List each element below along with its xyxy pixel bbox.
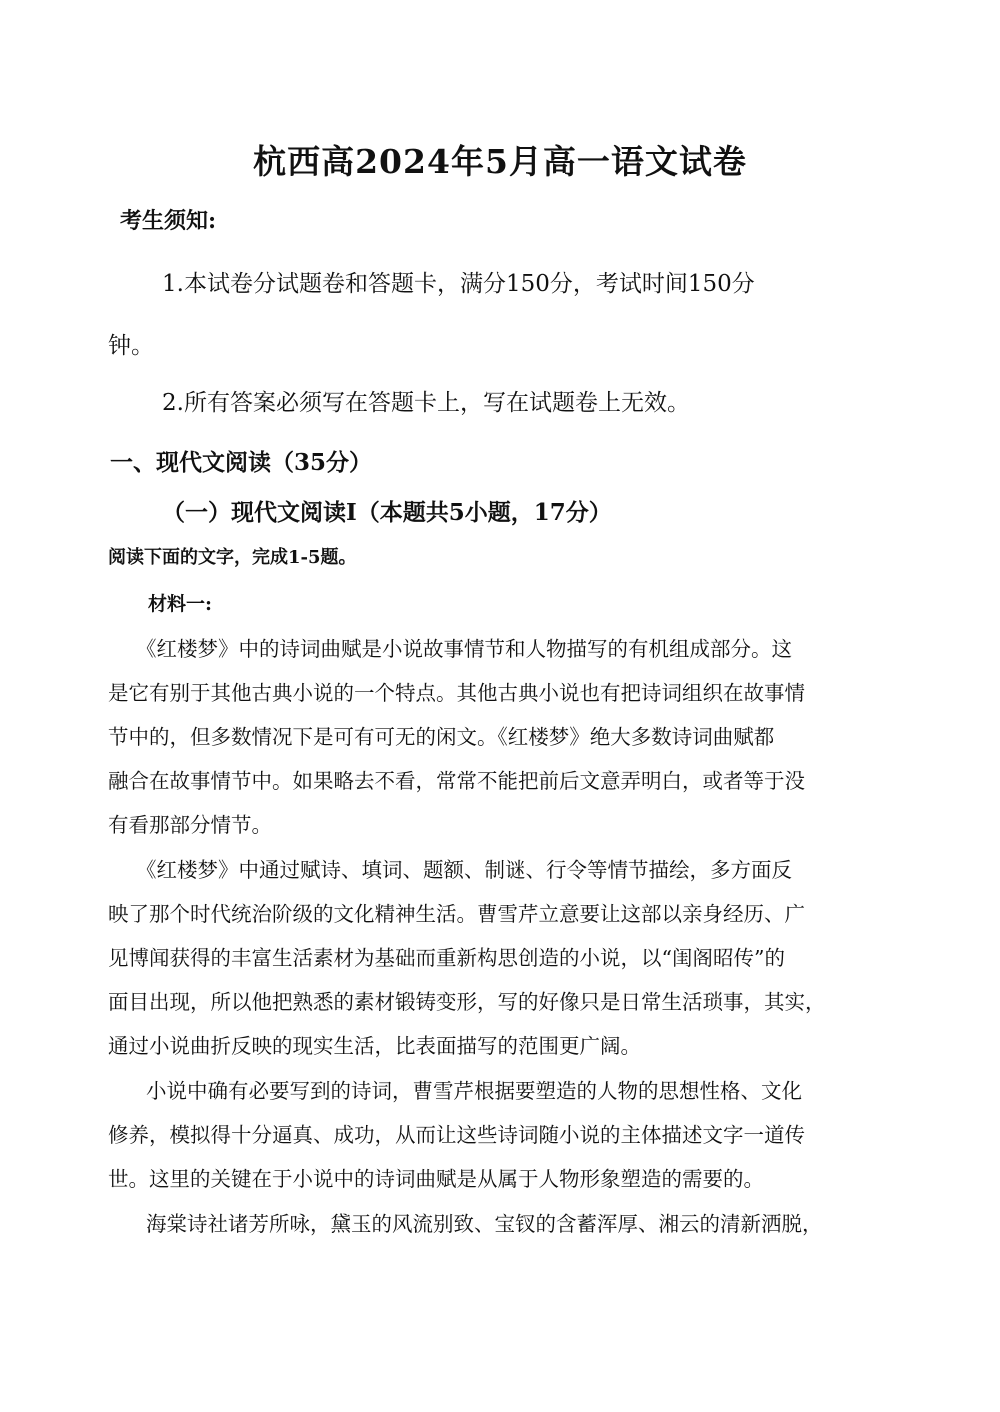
section-heading: 一、现代文阅读（35分） bbox=[110, 449, 373, 476]
passage-line: 是它有别于其他古典小说的一个特点。其他古典小说也有把诗词组织在故事情 bbox=[108, 681, 805, 705]
passage-line: 有看那部分情节。 bbox=[108, 813, 272, 837]
passage-line: 海棠诗社诸芳所咏，黛玉的风流别致、宝钗的含蓄浑厚、湘云的清新洒脱， bbox=[146, 1212, 823, 1236]
notice-heading: 考生须知: bbox=[120, 208, 217, 234]
reading-instruction: 阅读下面的文字，完成1-5题。 bbox=[108, 547, 357, 568]
passage-line: 见博闻获得的丰富生活素材为基础而重新构思创造的小说，以“闺阁昭传”的 bbox=[108, 946, 785, 970]
passage-line: 小说中确有必要写到的诗词，曹雪芹根据要塑造的人物的思想性格、文化 bbox=[146, 1079, 802, 1103]
passage-line: 面目出现，所以他把熟悉的素材锻铸变形，写的好像只是日常生活琐事，其实， bbox=[108, 990, 826, 1014]
passage-line: 修养，模拟得十分逼真、成功，从而让这些诗词随小说的主体描述文字一道传 bbox=[108, 1123, 805, 1147]
passage-line: 通过小说曲折反映的现实生活，比表面描写的范围更广阔。 bbox=[108, 1034, 641, 1058]
material-label: 材料一: bbox=[148, 593, 213, 615]
passage-line: 世。这里的关键在于小说中的诗词曲赋是从属于人物形象塑造的需要的。 bbox=[108, 1167, 764, 1191]
passage-line: 《红楼梦》中的诗词曲赋是小说故事情节和人物描写的有机组成部分。这 bbox=[136, 637, 792, 661]
passage-line: 融合在故事情节中。如果略去不看，常常不能把前后文意弄明白，或者等于没 bbox=[108, 769, 805, 793]
passage-line: 映了那个时代统治阶级的文化精神生活。曹雪芹立意要让这部以亲身经历、广 bbox=[108, 902, 805, 926]
notice-item-1-line-1: 1.本试卷分试题卷和答题卡，满分150分，考试时间150分 bbox=[162, 271, 755, 297]
passage-line: 《红楼梦》中通过赋诗、填词、题额、制谜、行令等情节描绘，多方面反 bbox=[136, 858, 792, 882]
exam-title: 杭西高2024年5月高一语文试卷 bbox=[253, 142, 747, 181]
notice-item-2: 2.所有答案必须写在答题卡上，写在试题卷上无效。 bbox=[162, 390, 690, 416]
notice-item-1-line-2: 钟。 bbox=[108, 333, 154, 359]
subsection-heading: （一）现代文阅读Ⅰ（本题共5小题，17分） bbox=[162, 499, 612, 526]
passage-line: 节中的，但多数情况下是可有可无的闲文。《红楼梦》绝大多数诗词曲赋都 bbox=[108, 725, 775, 749]
